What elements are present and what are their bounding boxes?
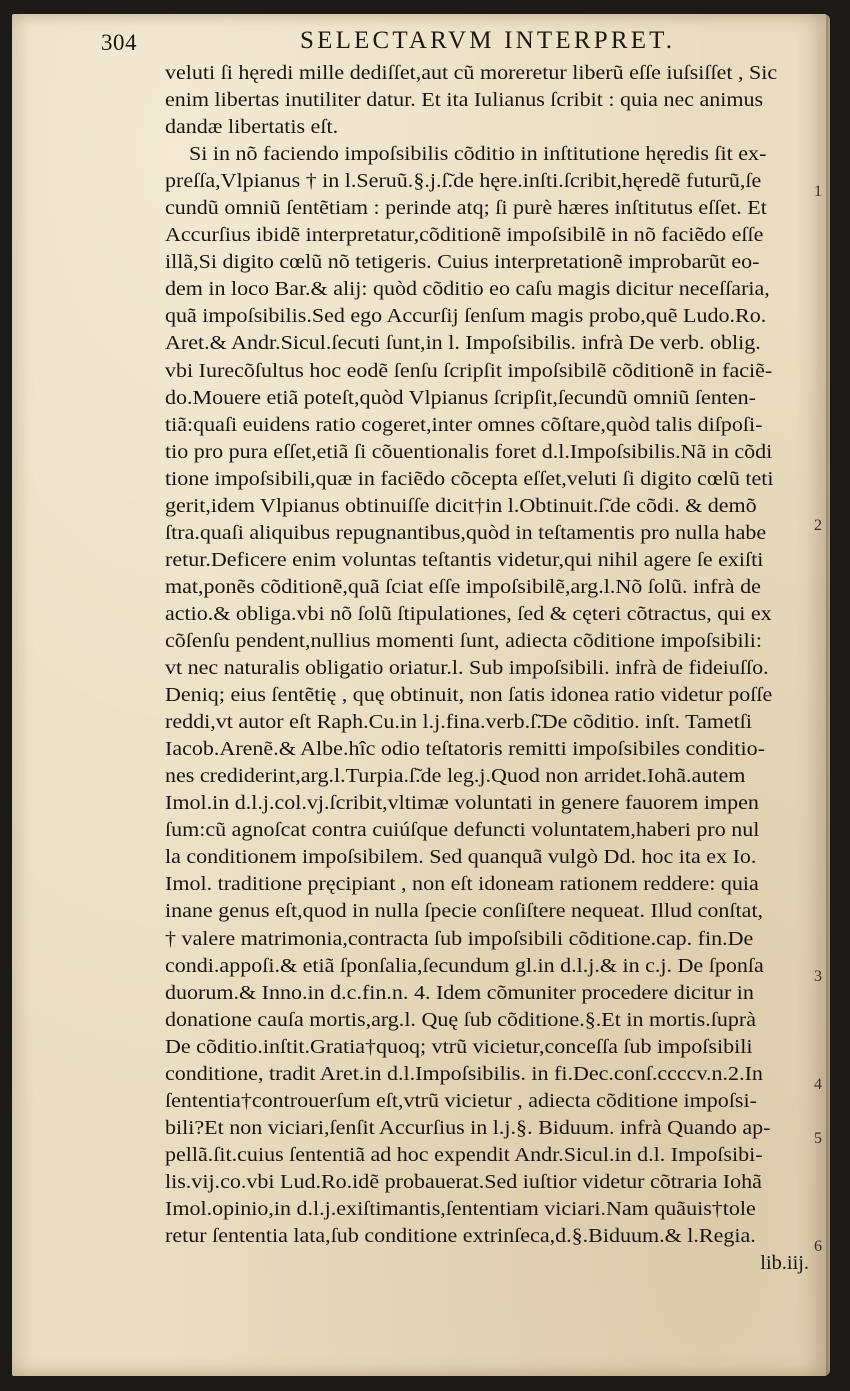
text-line: Deniq; eius ſentẽtię , quę obtinuit, non ſatis idonea ratio videtur poſſe	[165, 684, 773, 707]
text-line: conditione, tradit Aret.in d.l.Impoſsibilis. in fi.Dec.conſ.ccccv.n.2.In	[165, 1062, 763, 1085]
text-line: Imol.in d.l.j.col.vj.ſcribit,vltimæ voluntati in genere fauorem impen	[165, 792, 759, 815]
text-line: lis.vij.co.vbi Lud.Ro.idẽ probauerat.Sed iuſtior videtur cõtraria Iohã	[165, 1170, 762, 1193]
margin-note-5: 5	[814, 1130, 822, 1147]
text-line: tione impoſsibili,quæ in faciẽdo cõcepta eſſet,veluti ſi digito cœlũ teti	[165, 467, 774, 490]
text-line: Aret.& Andr.Sicul.ſecuti ſunt,in l. Impoſsibilis. infrà De verb. oblig.	[165, 332, 761, 355]
text-line: nes crediderint,arg.l.Turpia.ſ̃.de leg.j.Quod non arridet.Iohã.autem	[165, 765, 746, 788]
text-line: pellã.ſit.cuius ſententiã ad hoc expendit Andr.Sicul.in d.l. Impoſsibi-	[165, 1143, 763, 1166]
text-line: condi.appoſi.& etiã ſponſalia,ſecundum gl.in d.l.j.& in c.j. De ſponſa	[165, 954, 764, 977]
running-head: SELECTARVM INTERPRET.	[300, 27, 676, 54]
text-line: cundũ omniũ ſentẽtiam : perinde atq; ſi purè hæres inſtitutus eſſet. Et	[165, 197, 767, 220]
text-line: Si in nõ faciendo impoſsibilis cõditio in inſtitutione hęredis ſit ex-	[189, 143, 767, 166]
text-line: bili?Et non viciari,ſenſit Accurſius in l.j.§. Biduum. infrà Quando ap-	[165, 1116, 771, 1139]
text-line: enim libertas inutiliter datur. Et ita Iulianus ſcribit : quia nec animus	[165, 89, 764, 112]
text-line: vt nec naturalis obligatio oriatur.l. Sub impoſsibili. infrà de fideiuſſo.	[165, 657, 769, 680]
text-line: Iacob.Arenẽ.& Albe.hîc odio teſtatoris remitti impoſsibiles conditio-	[165, 738, 765, 761]
body-text	[165, 60, 813, 1277]
text-line: mat,ponẽs cõditionẽ,quã ſciat eſſe impoſsibilẽ,arg.l.Nõ ſolũ. infrà de	[165, 575, 761, 598]
text-line: De cõditio.inſtit.Gratia†quoq; vtrũ vicietur,conceſſa ſub impoſsibili	[165, 1035, 753, 1058]
text-line: Imol. traditione pręcipiant , non eſt idoneam rationem reddere: quia	[165, 873, 759, 896]
text-line: retur ſententia lata,ſub conditione extrinſeca,d.§.Biduum.& l.Regia.	[165, 1225, 756, 1248]
margin-note-1: 1	[814, 183, 822, 200]
text-line: do.Mouere etiã poteſt,quòd Vlpianus ſcripſit,ſecundũ omniũ ſenten-	[165, 386, 757, 409]
text-line: quã impoſsibilis.Sed ego Accurſij ſenſum magis probo,quẽ Ludo.Ro.	[165, 305, 767, 328]
catchword: lib.iij.	[760, 1252, 809, 1275]
text-line: ſum:cũ agnoſcat contra cuiúſque defuncti voluntatem,haberi pro nul	[165, 819, 760, 842]
text-line: dandæ libertatis eſt.	[165, 116, 339, 139]
page-number: 304	[101, 30, 137, 55]
text-line: dem in loco Bar.& alij: quòd cõditio eo caſu magis dicitur neceſſaria,	[165, 278, 770, 301]
text-line: inane genus eſt,quod in nulla ſpecie conſiſtere nequeat. Illud conſtat,	[165, 900, 764, 923]
margin-note-3: 3	[814, 968, 822, 985]
margin-note-2: 2	[814, 517, 822, 534]
text-line: la conditionem impoſsibilem. Sed quanquã vulgò Dd. hoc ita ex Io.	[165, 846, 757, 869]
text-line: duorum.& Inno.in d.c.fin.n. 4. Idem cõmuniter procedere dicitur in	[165, 981, 754, 1004]
text-line: Imol.opinio,in d.l.j.exiſtimantis,ſententiam viciari.Nam quãuis†tole	[165, 1197, 756, 1220]
text-line: † valere matrimonia,contracta ſub impoſsibili cõditione.cap. fin.De	[165, 927, 754, 950]
text-line: cõſenſu pendent,nullius momenti ſunt, adiecta cõditione impoſsibili:	[165, 629, 762, 652]
margin-note-6: 6	[814, 1238, 822, 1255]
text-line: gerit,idem Vlpianus obtinuiſſe dicit†in l.Obtinuit.ſ̃.de cõdi. & demõ	[165, 494, 757, 517]
text-line: ſtra.quaſi aliquibus repugnantibus,quòd in teſtamentis pro nulla habe	[165, 521, 767, 544]
text-line: retur.Deficere enim voluntas teſtantis videtur,qui nihil agere ſe exiſti	[165, 548, 764, 571]
text-line: preſſa,Vlpianus † in l.Seruũ.§.j.ſ̃.de hęre.inſti.ſcribit,hęredẽ futurũ,ſe	[165, 170, 762, 193]
text-line: tio pro pura eſſet,etiã ſi cõuentionalis foret d.l.Impoſsibilis.Nã in cõdi	[165, 440, 773, 463]
text-line: veluti ſi hęredi mille dediſſet,aut cũ moreretur liberũ eſſe iuſsiſſet , Sic	[165, 62, 778, 84]
text-line: ſententia†controuerſum eſt,vtrũ vicietur , adiecta cõditione impoſsi-	[165, 1089, 757, 1112]
page-edge-shadow	[826, 14, 832, 1376]
text-line: reddi,vt autor eſt Raph.Cu.in l.j.fina.verb.ſ̃.De cõditio. inſt. Tametſi	[165, 711, 753, 734]
text-line: donatione cauſa mortis,arg.l. Quę ſub cõditione.§.Et in mortis.ſuprà	[165, 1008, 757, 1031]
text-line: vbi Iurecõſultus hoc eodẽ ſenſu ſcripſit impoſsibilẽ cõditionẽ in faciẽ-	[165, 359, 773, 382]
text-line: Accurſius ibidẽ interpretatur,cõditionẽ impoſsibilẽ in nõ faciẽdo eſſe	[165, 224, 764, 247]
text-line: tiã:quaſi euidens ratio cogeret,inter omnes cõſtare,quòd talis diſpoſi-	[165, 413, 763, 436]
text-line: actio.& obliga.vbi nõ ſolũ ſtipulationes, ſed & cęteri cõtractus, qui ex	[165, 602, 772, 625]
margin-note-4: 4	[814, 1076, 822, 1093]
text-line: illã,Si digito cœlũ nõ tetigeris. Cuius interpretationẽ improbarũt eo-	[165, 251, 760, 274]
